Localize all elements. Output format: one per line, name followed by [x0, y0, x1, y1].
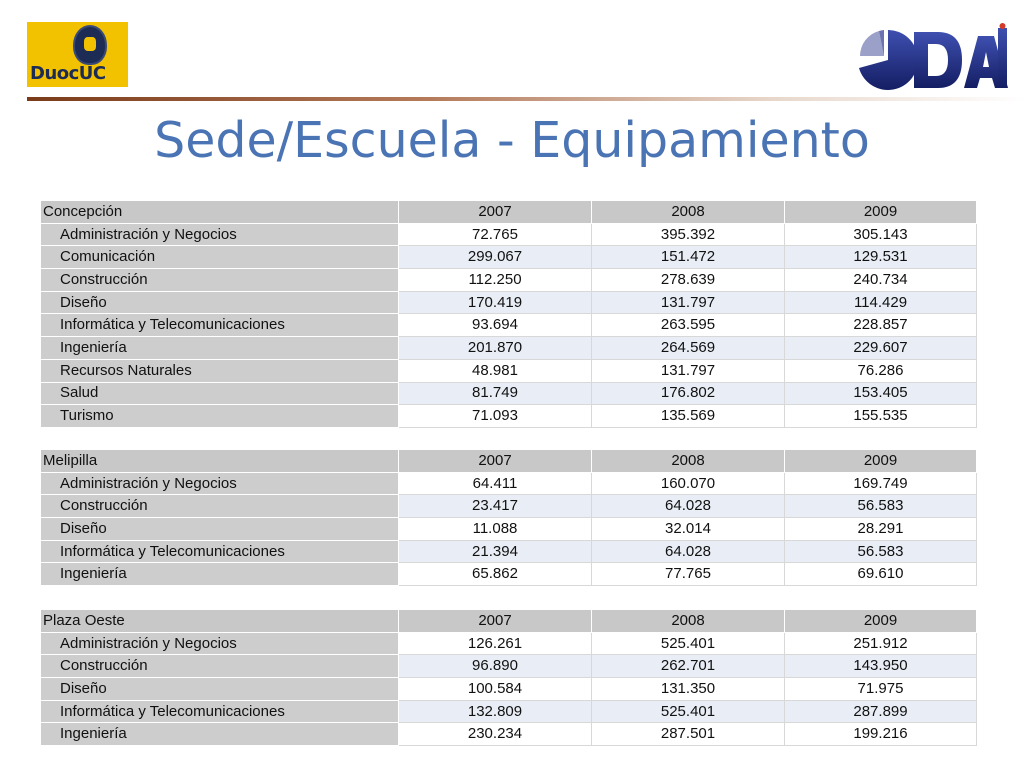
- value-cell: 32.014: [592, 518, 785, 541]
- year-header: 2008: [592, 201, 785, 224]
- table-header-row: [41, 450, 977, 473]
- table-row: [41, 563, 977, 586]
- value-cell: 93.694: [399, 314, 592, 337]
- year-header: 2007: [399, 201, 592, 224]
- value-cell: 251.912: [785, 632, 977, 655]
- escuela-label: Diseño: [41, 678, 399, 701]
- escuela-label: Ingeniería: [41, 563, 399, 586]
- value-cell: 64.411: [399, 472, 592, 495]
- sede-name: Concepción: [41, 201, 399, 224]
- value-cell: 143.950: [785, 655, 977, 678]
- table-row: [41, 495, 977, 518]
- pie-chart-icon: [859, 30, 918, 90]
- table-row: [41, 540, 977, 563]
- table-row: [41, 700, 977, 723]
- page-title: Sede/Escuela - Equipamiento: [154, 112, 870, 169]
- value-cell: 229.607: [785, 337, 977, 360]
- sede-table: [40, 609, 977, 746]
- value-cell: 199.216: [785, 723, 977, 746]
- table-row: [41, 337, 977, 360]
- table-row: [41, 678, 977, 701]
- table-row: [41, 314, 977, 337]
- value-cell: 112.250: [399, 269, 592, 292]
- table-header-row: [41, 201, 977, 224]
- value-cell: 131.797: [592, 359, 785, 382]
- value-cell: 525.401: [592, 700, 785, 723]
- duoc-uc-wordmark: DuocUC: [30, 63, 106, 84]
- value-cell: 77.765: [592, 563, 785, 586]
- escuela-label: Construcción: [41, 269, 399, 292]
- year-header: 2009: [785, 201, 977, 224]
- value-cell: 264.569: [592, 337, 785, 360]
- escuela-label: Construcción: [41, 655, 399, 678]
- value-cell: 201.870: [399, 337, 592, 360]
- escuela-label: Administración y Negocios: [41, 632, 399, 655]
- escuela-label: Turismo: [41, 405, 399, 428]
- value-cell: 11.088: [399, 518, 592, 541]
- table-row: [41, 246, 977, 269]
- sede-table: [40, 200, 977, 428]
- value-cell: 132.809: [399, 700, 592, 723]
- value-cell: 126.261: [399, 632, 592, 655]
- escuela-label: Diseño: [41, 518, 399, 541]
- table-row: [41, 632, 977, 655]
- value-cell: 299.067: [399, 246, 592, 269]
- escuela-label: Diseño: [41, 291, 399, 314]
- value-cell: 72.765: [399, 223, 592, 246]
- escuela-label: Ingeniería: [41, 337, 399, 360]
- escuela-label: Informática y Telecomunicaciones: [41, 314, 399, 337]
- value-cell: 28.291: [785, 518, 977, 541]
- value-cell: 64.028: [592, 540, 785, 563]
- value-cell: 262.701: [592, 655, 785, 678]
- year-header: 2008: [592, 450, 785, 473]
- value-cell: 21.394: [399, 540, 592, 563]
- value-cell: 160.070: [592, 472, 785, 495]
- value-cell: 153.405: [785, 382, 977, 405]
- crest-icon: [73, 25, 107, 65]
- table-row: [41, 472, 977, 495]
- table-row: [41, 518, 977, 541]
- value-cell: 151.472: [592, 246, 785, 269]
- value-cell: 525.401: [592, 632, 785, 655]
- year-header: 2009: [785, 610, 977, 633]
- year-header: 2007: [399, 450, 592, 473]
- table-row: [41, 223, 977, 246]
- table-row: [41, 655, 977, 678]
- table-header-row: [41, 610, 977, 633]
- sede-table: [40, 449, 977, 586]
- header-divider: [27, 97, 1024, 101]
- value-cell: 56.583: [785, 540, 977, 563]
- dai-letters-icon: [914, 23, 1008, 88]
- value-cell: 287.501: [592, 723, 785, 746]
- dai-logo: [852, 22, 1012, 96]
- value-cell: 96.890: [399, 655, 592, 678]
- escuela-label: Informática y Telecomunicaciones: [41, 540, 399, 563]
- escuela-label: Recursos Naturales: [41, 359, 399, 382]
- value-cell: 155.535: [785, 405, 977, 428]
- value-cell: 100.584: [399, 678, 592, 701]
- value-cell: 287.899: [785, 700, 977, 723]
- escuela-label: Administración y Negocios: [41, 472, 399, 495]
- value-cell: 305.143: [785, 223, 977, 246]
- escuela-label: Administración y Negocios: [41, 223, 399, 246]
- table-row: [41, 723, 977, 746]
- value-cell: 228.857: [785, 314, 977, 337]
- value-cell: 76.286: [785, 359, 977, 382]
- value-cell: 69.610: [785, 563, 977, 586]
- value-cell: 169.749: [785, 472, 977, 495]
- value-cell: 129.531: [785, 246, 977, 269]
- table-row: [41, 269, 977, 292]
- value-cell: 131.350: [592, 678, 785, 701]
- value-cell: 23.417: [399, 495, 592, 518]
- value-cell: 64.028: [592, 495, 785, 518]
- escuela-label: Informática y Telecomunicaciones: [41, 700, 399, 723]
- sede-name: Plaza Oeste: [41, 610, 399, 633]
- value-cell: 71.093: [399, 405, 592, 428]
- table-row: [41, 291, 977, 314]
- year-header: 2008: [592, 610, 785, 633]
- table-row: [41, 405, 977, 428]
- escuela-label: Comunicación: [41, 246, 399, 269]
- value-cell: 65.862: [399, 563, 592, 586]
- value-cell: 170.419: [399, 291, 592, 314]
- value-cell: 114.429: [785, 291, 977, 314]
- escuela-label: Ingeniería: [41, 723, 399, 746]
- value-cell: 395.392: [592, 223, 785, 246]
- value-cell: 230.234: [399, 723, 592, 746]
- value-cell: 176.802: [592, 382, 785, 405]
- value-cell: 71.975: [785, 678, 977, 701]
- value-cell: 278.639: [592, 269, 785, 292]
- escuela-label: Construcción: [41, 495, 399, 518]
- table-row: [41, 382, 977, 405]
- escuela-label: Salud: [41, 382, 399, 405]
- value-cell: 81.749: [399, 382, 592, 405]
- value-cell: 135.569: [592, 405, 785, 428]
- sede-name: Melipilla: [41, 450, 399, 473]
- value-cell: 131.797: [592, 291, 785, 314]
- value-cell: 56.583: [785, 495, 977, 518]
- duoc-uc-logo: [27, 22, 128, 87]
- table-row: [41, 359, 977, 382]
- year-header: 2007: [399, 610, 592, 633]
- year-header: 2009: [785, 450, 977, 473]
- value-cell: 240.734: [785, 269, 977, 292]
- value-cell: 263.595: [592, 314, 785, 337]
- value-cell: 48.981: [399, 359, 592, 382]
